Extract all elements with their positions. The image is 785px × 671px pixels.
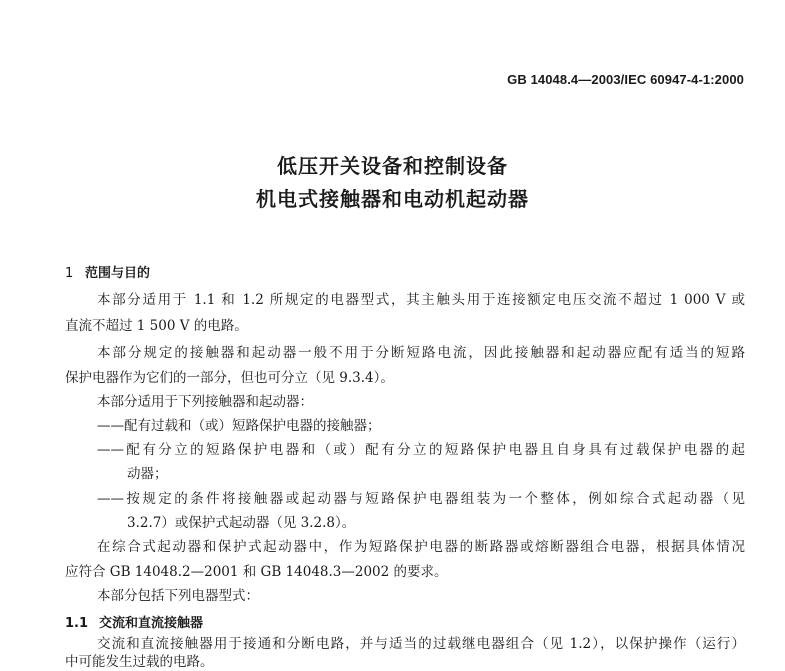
section-title: 范围与目的 xyxy=(85,266,151,281)
paragraph-line: 本部分规定的接触器和起动器一般不用于分断短路电流，因此接触器和起动器应配有适当的短路 xyxy=(97,345,745,361)
paragraph-line: 保护电器作为它们的一部分，但也可分立（见 9.3.4）。 xyxy=(65,370,394,386)
section-number: 1 xyxy=(65,266,74,281)
paragraph-line: 在综合式起动器和保护式起动器中，作为短路保护电器的断路器或熔断器组合电器，根据具体情况 xyxy=(97,539,745,555)
section-1-1-heading xyxy=(65,612,203,631)
paragraph-line: 本部分包括下列电器型式： xyxy=(97,588,259,604)
section-number: 1.1 xyxy=(65,616,89,631)
paragraph-line: 应符合 GB 14048.2—2001 和 GB 14048.3—2002 的要求。 xyxy=(65,564,448,580)
section-title: 交流和直流接触器 xyxy=(99,616,204,631)
paragraph-line: 交流和直流接触器用于接通和分断电路，并与适当的过载继电器组合（见 1.2），以保护操作（运行） xyxy=(97,636,745,652)
paragraph-line: 本部分适用于 1.1 和 1.2 所规定的电器型式，其主触头用于连接额定电压交流不超过 1 000 V 或 xyxy=(97,292,745,308)
paragraph-line: 直流不超过 1 500 V 的电路。 xyxy=(65,318,248,334)
list-item: ——配有分立的短路保护电器和（或）配有分立的短路保护电器且自身具有过载保护电器的起 xyxy=(97,442,745,458)
paragraph-line: 本部分适用于下列接触器和起动器： xyxy=(97,394,313,410)
document-title-line-2: 机电式接触器和电动机起动器 xyxy=(256,187,529,211)
standard-code: GB 14048.4—2003/IEC 60947-4-1:2000 xyxy=(507,72,744,87)
list-item: ——配有过载和（或）短路保护电器的接触器； xyxy=(97,418,381,434)
list-item-continuation: 3.2.7）或保护式起动器（见 3.2.8）。 xyxy=(127,515,356,531)
list-item: ——按规定的条件将接触器或起动器与短路保护电器组装为一个整体，例如综合式起动器（见 xyxy=(97,491,745,507)
list-item-continuation: 动器； xyxy=(127,466,168,482)
paragraph-line: 中可能发生过载的电路。 xyxy=(65,654,214,670)
document-title-line-1: 低压开关设备和控制设备 xyxy=(277,154,508,178)
section-1-heading xyxy=(65,262,150,281)
